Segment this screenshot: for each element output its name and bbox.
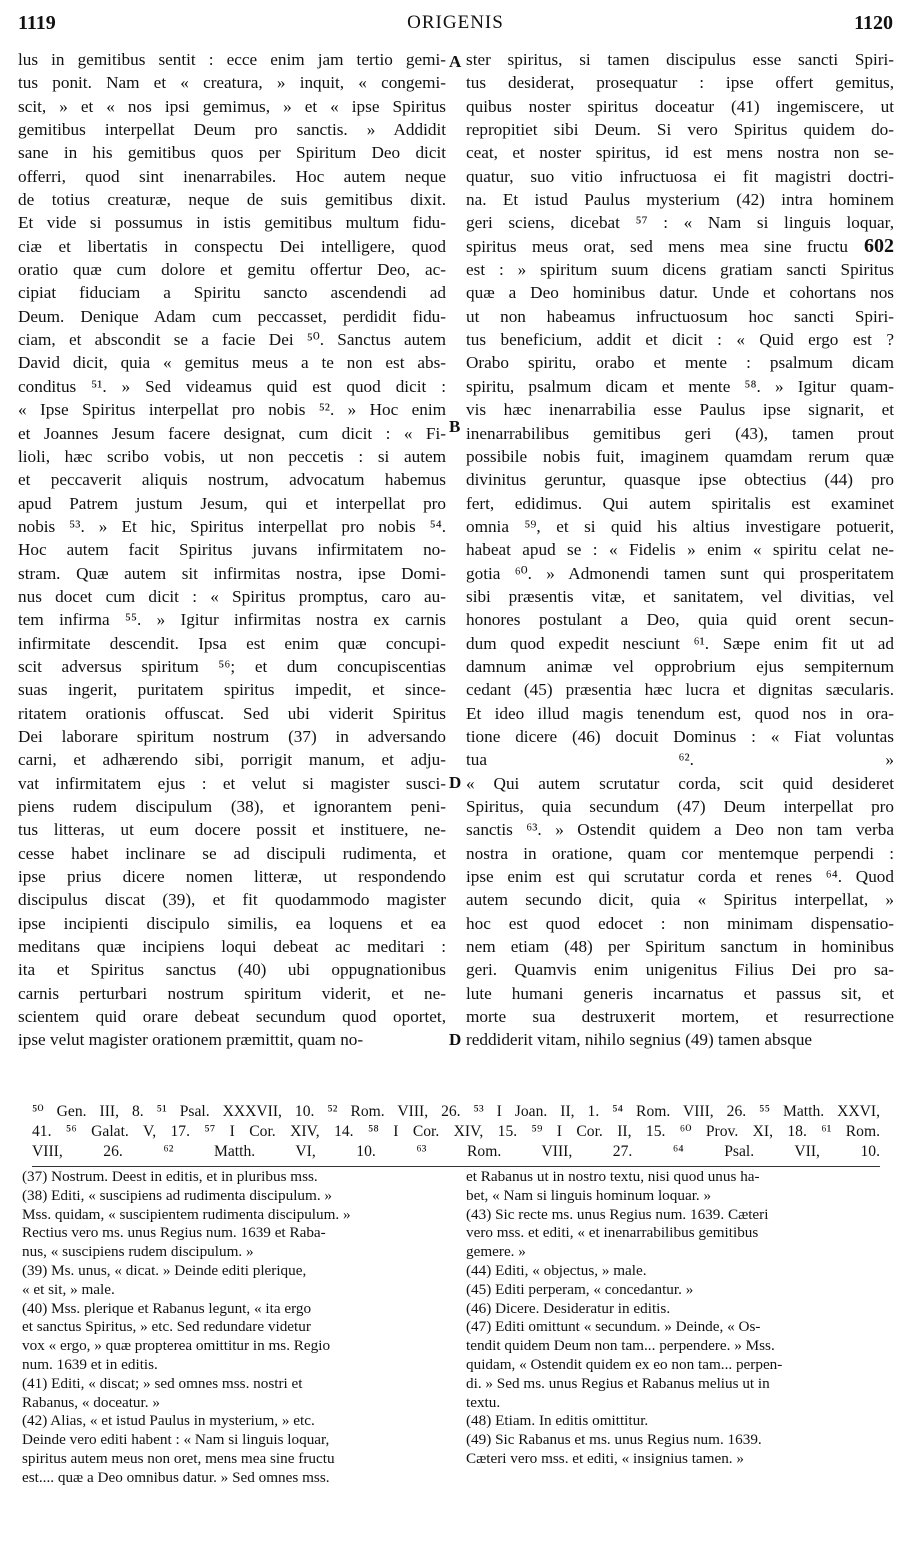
footnote-line: vero mss. et editi, « et inenarrabilibus gemitibus (466, 1224, 759, 1242)
text-line: ritatem orationis offuscat. Sed ubi viderit Spiritus (18, 703, 446, 723)
text-line: cipiat fiduciam a Spiritu sancto ascendendi ad (18, 283, 446, 303)
text-line: fert, edidimus. Qui autem spiritalis est examinet (466, 493, 894, 513)
text-line: ceat, et noster spiritus, id est mens nostra non se- (466, 143, 894, 163)
text-line: autem secundo dicit, quia « Spiritus interpellat, » (466, 890, 894, 910)
text-line: « Qui autem scrutatur corda, scit quid desideret (466, 773, 894, 793)
footnote-line: gemere. » (466, 1243, 526, 1261)
text-line: possibile nobis fuit, imaginem quamdam rerum quæ (466, 446, 894, 466)
text-line: ciam, et abscondit se a facie Dei ⁵⁰. Sanctus autem (18, 330, 446, 350)
footnote-line: (43) Sic recte ms. unus Regius num. 1639. Cæteri (466, 1205, 769, 1223)
text-line: « Ipse Spiritus interpellat pro nobis ⁵². » Hoc enim (18, 400, 446, 420)
footnote-line: (46) Dicere. Desideratur in editis. (466, 1299, 671, 1317)
footnote-line: spiritus autem meus non oret, mens mea sine fructu (22, 1449, 335, 1467)
footnotes-left (22, 1168, 450, 1488)
footnote-line: Deinde vero editi habent : « Nam si linguis loquar, (22, 1431, 330, 1449)
text-line: offerri, quod sint inenarrabiles. Hoc autem neque (18, 166, 446, 186)
footnote-line: Rectius vero ms. unus Regius num. 1639 et Raba- (22, 1224, 326, 1242)
text-line: sibi præsentis vitæ, et sanitatem, vel divitias, vel (466, 586, 894, 606)
footnote-line: et Rabanus ut in nostro textu, nisi quod unus ha- (466, 1168, 760, 1185)
margin-marker-d: D (449, 1030, 462, 1049)
text-line: divinitus geruntur, quasque ipse obtectius (44) pro (466, 470, 894, 490)
margin-marker-a: A (449, 52, 462, 71)
text-line: quibus noster spiritus doceatur (41) ingemiscere, ut (466, 96, 894, 116)
footnote-line: (49) Sic Rabanus et ms. unus Regius num. 1639. (466, 1431, 762, 1449)
text-line: Deum. Denique Adam cum peccasset, perdidit fidu- (18, 306, 446, 326)
footnote-line: di. » Sed ms. unus Regius et Rabanus melius ut in (466, 1374, 770, 1392)
footnote-line: Cæteri vero mss. et editi, « insignius tamen. » (466, 1449, 744, 1467)
text-line: nem etiam (48) per Spiritum sanctum in hominibus (466, 937, 894, 957)
text-line: scit, » et « nos ipsi gemimus, » et « ipse Spiritus (18, 96, 446, 116)
text-line: ipse enim est qui scrutatur corda et renes ⁶⁴. Quod (466, 867, 894, 887)
text-line: Spiritus, quia secundum (47) Deum interpellat pro (466, 797, 894, 816)
page-number-right: 1120 (854, 12, 893, 34)
text-line: Orabo spiritu, orabo et mente : psalmum dicam (466, 353, 894, 373)
footnote-line: textu. (466, 1393, 501, 1411)
footnote-line: (37) Nostrum. Deest in editis, et in pluribus mss. (22, 1168, 318, 1185)
footnote-line: (41) Editi, « discat; » sed omnes mss. nostri et (22, 1374, 303, 1392)
text-line: tus litteras, ut eum docere possit et instituere, ne- (18, 820, 446, 840)
reference-line: 41. ⁵⁶ Galat. V, 17. ⁵⁷ I Cor. XIV, 14. ⁵⁸ I Cor. XIV, 15. ⁵⁹ I Cor. II, 15. ⁶⁰ Prov. XI, 18. ⁶¹ Rom. (32, 1123, 880, 1140)
footnote-line: vox « ergo, » quæ propterea omittitur in ms. Regio (22, 1337, 331, 1355)
footnote-line: tendit quidem Deum non tam... perpendere. » Mss. (466, 1337, 775, 1355)
footnote-line: num. 1639 et in editis. (22, 1355, 158, 1373)
text-line: tem infirma ⁵⁵. » Igitur infirmitas nostra ex carnis (18, 610, 446, 630)
text-line: et peccaverit aliquis nostrum, advocatum habemus (18, 470, 446, 490)
text-line: honores postulant a Deo, quia quid orent secun- (466, 610, 894, 630)
footnotes-right (466, 1168, 894, 1469)
text-line: geri sciens, dicebat ⁵⁷ : « Nam si linguis loquar, (466, 213, 894, 233)
text-line: nus docet cum dicit : « Spiritus promptus, caro au- (18, 586, 446, 606)
footnote-line: (48) Etiam. In editis omittitur. (466, 1412, 649, 1430)
text-line: ster spiritus, si tamen discipulus esse sancti Spiri- (466, 50, 894, 69)
text-line: oratio quæ cum dolore et gemitu offertur Deo, ac- (18, 260, 446, 280)
text-line: infirmitate descendit. Ipsa est enim quæ concupi- (18, 633, 446, 653)
footnote-line: (44) Editi, « objectus, » male. (466, 1261, 647, 1279)
text-line: hoc est quod edocet : non minimam dispensatio- (466, 913, 894, 933)
text-line: vat infirmitatem ejus : et velut si magister susci- (18, 773, 446, 793)
text-line: David dicit, quia « gemitus meus a te non est abs- (18, 353, 446, 373)
footnote-line: Mss. quidam, « suscipientem rudimenta discipulum. » (22, 1205, 351, 1223)
text-line: reddiderit vitam, nihilo segnius (49) tamen absque (466, 1030, 813, 1050)
text-line: nobis ⁵³. » Et hic, Spiritus interpellat pro nobis ⁵⁴. (18, 516, 446, 536)
margin-marker-d: D (449, 773, 462, 792)
text-line: tus beneficium, addit et dicit : « Quid ergo est ? (466, 330, 894, 350)
text-line: geri. Quamvis enim unigenitus Filius Dei pro sa- (466, 960, 894, 980)
text-line: damnum animæ vel opprobrium ejus sempiternum (466, 656, 894, 676)
text-line: discipulus discat (39), et fit quodammodo magister (18, 890, 446, 910)
text-line: tione dicere (46) docuit Dominus : « Fiat voluntas (466, 726, 894, 746)
running-title: ORIGENIS (407, 12, 504, 33)
text-line: gemitibus interpellat Deum pro sanctis. » Addidit (18, 120, 446, 140)
text-line: dum quod expedit nesciunt ⁶¹. Sæpe enim fit ut ad (466, 633, 894, 653)
text-line: carnis perturbari nostrum spiritum viderit, et ne- (18, 983, 446, 1003)
text-line: meditans quæ incipiens loqui debeat ac meditari : (18, 937, 446, 957)
text-line: na. Et istud Paulus mysterium (42) intra hominem (466, 190, 894, 210)
text-line: suas ingerit, puritatem spiritus impedit, et since- (18, 680, 446, 700)
page-number-left: 1119 (18, 12, 56, 34)
text-line: habeat apud se : « Fidelis » enim « spiritu celat ne- (466, 540, 894, 560)
text-line: piens rudem discipulum (38), et ignorantem peni- (18, 797, 446, 816)
text-line: apud Patrem justum Jesum, qui et interpellat pro (18, 493, 446, 513)
text-line: cesse habet inclinare se ad discipuli rudimenta, et (18, 843, 446, 863)
text-line: ut non habeamus infructuosum hoc sancti Spiri- (466, 306, 894, 326)
text-line: omnia ⁵⁹, et si quid his altius investigare potuerit, (466, 516, 894, 536)
text-line: sanctis ⁶³. » Ostendit quidem a Deo non tam verba (466, 820, 894, 840)
notes-divider (32, 1166, 880, 1167)
footnote-line: Rabanus, « doceatur. » (22, 1393, 160, 1411)
text-line: Dei laborare spiritum nostrum (37) in adversando (18, 726, 446, 746)
text-line: gotia ⁶⁰. » Admonendi tamen sunt qui prosperitatem (466, 563, 894, 583)
footnote-line: quidam, « Ostendit quidem ex eo non tam... perpen- (466, 1355, 783, 1373)
text-line: conditus ⁵¹. » Sed videamus quid est quod dicit : (18, 376, 446, 396)
text-line: ipse incipienti discipulo similis, ea loquens et ea (18, 913, 446, 933)
text-line: lute humani generis incarnatus et passus sit, et (466, 983, 894, 1003)
text-line: est : » spiritum suum dicens gratiam sancti Spiritus (466, 260, 894, 280)
footnote-line: (42) Alias, « et istud Paulus in mysterium, » etc. (22, 1412, 315, 1430)
footnote-line: (39) Ms. unus, « dicat. » Deinde editi plerique, (22, 1261, 307, 1279)
text-line: Hoc autem facit Spiritus juvans infirmitatem no- (18, 540, 446, 560)
text-line: sane in his gemitibus quos per Spiritum Deo dicit (18, 143, 446, 163)
reference-line: VIII, 26. ⁶² Matth. VI, 10. ⁶³ Rom. VIII, 27. ⁶⁴ Psal. VII, 10. (32, 1143, 880, 1160)
text-line: Et ideo illud magis tenendum est, quod nos in ora- (466, 703, 894, 723)
text-line: tus ponit. Nam et « creatura, » inquit, « congemi- (18, 73, 446, 93)
footnote-line: (40) Mss. plerique et Rabanus legunt, « ita ergo (22, 1299, 312, 1317)
footnote-line: et sanctus Spiritus, » etc. Sed redundare videtur (22, 1318, 311, 1336)
text-line: Et vide si possumus in istis gemitibus multum fidu- (18, 213, 446, 233)
text-line: cedant (45) præsentia hæc lucra et dignitas sæcularis. (466, 680, 894, 700)
right-text-column (466, 48, 894, 1052)
text-line: spiritus meus orat, sed mens mea sine fructu 602 (466, 234, 894, 257)
text-line: spiritu, psalmum dicam et mente ⁵⁸. » Igitur quam- (466, 376, 894, 396)
text-line: tua ⁶². » (466, 750, 894, 770)
footnote-line: (38) Editi, « suscipiens ad rudimenta discipulum. » (22, 1186, 333, 1204)
footnote-line: « et sit, » male. (22, 1280, 115, 1298)
scripture-references (32, 1102, 880, 1162)
left-text-column (18, 48, 446, 1052)
text-line: tus desiderat, prosequatur : ipse offert gemitus, (466, 73, 894, 93)
text-line: nostra in oratione, quam cor mentemque perpendi : (466, 843, 894, 863)
reference-line: ⁵⁰ Gen. III, 8. ⁵¹ Psal. XXXVII, 10. ⁵² Rom. VIII, 26. ⁵³ I Joan. II, 1. ⁵⁴ Rom. VIII, 26. ⁵⁵ Matth. XXVI, (32, 1103, 880, 1120)
text-line: quæ a Deo hominibus datur. Unde et cohortans nos (466, 283, 894, 303)
text-line: repropitiet sibi Deum. Si vero Spiritus quidem do- (466, 120, 894, 140)
footnote-line: est.... quæ a Deo omnibus datur. » Sed omnes mss. (22, 1468, 330, 1486)
text-line: carni, et adhærendo sibi, porrigit manum, et adju- (18, 750, 446, 770)
folio-mark: 602 (847, 234, 894, 257)
text-line: inenarrabilibus gemitibus geri (43), tamen prout (466, 423, 894, 443)
text-line: ipse prius dicere nomen litteræ, ut respondendo (18, 867, 446, 887)
text-line: de totius creaturæ, neque de suis gemitibus dixit. (18, 190, 446, 210)
text-line: vis hæc inenarrabilia esse Paulus ipse signarit, et (466, 400, 894, 420)
text-line: et Joannes Jesum facere designat, cum dicit : « Fi- (18, 423, 446, 443)
footnote-line: (47) Editi omittunt « secundum. » Deinde, « Os- (466, 1318, 761, 1336)
text-line: scientem quid orare debeat secundum quod oportet, (18, 1007, 446, 1027)
text-line: lus in gemitibus sentit : ecce enim jam tertio gemi- (18, 50, 446, 69)
text-line: quatur, suo vitio infructuosa ei fit magistri doctri- (466, 166, 894, 186)
page-header (18, 12, 893, 40)
footnote-line: (45) Editi perperam, « concedantur. » (466, 1280, 694, 1298)
text-line: ipse velut magister orationem præmittit, quam no- (18, 1030, 364, 1050)
text-line: scit adversus spiritum ⁵⁶; et dum concupiscentias (18, 656, 446, 676)
text-line: ita et Spiritus sanctus (40) ubi oppugnationibus (18, 960, 446, 980)
text-line: ciæ et libertatis in conspectu Dei intelligere, quod (18, 236, 446, 256)
footnote-line: nus, « suscipiens rudem discipulum. » (22, 1243, 254, 1261)
text-line: lioli, hæc scribo vobis, ut non peccetis : si autem (18, 446, 446, 466)
margin-marker-b: B (449, 417, 461, 436)
footnote-line: bet, « Nam si linguis hominum loquar. » (466, 1186, 712, 1204)
text-line: morte sua destruxerit mortem, et resurrectione (466, 1007, 894, 1027)
text-line: stram. Quæ autem sit infirmitas nostra, ipse Domi- (18, 563, 446, 583)
